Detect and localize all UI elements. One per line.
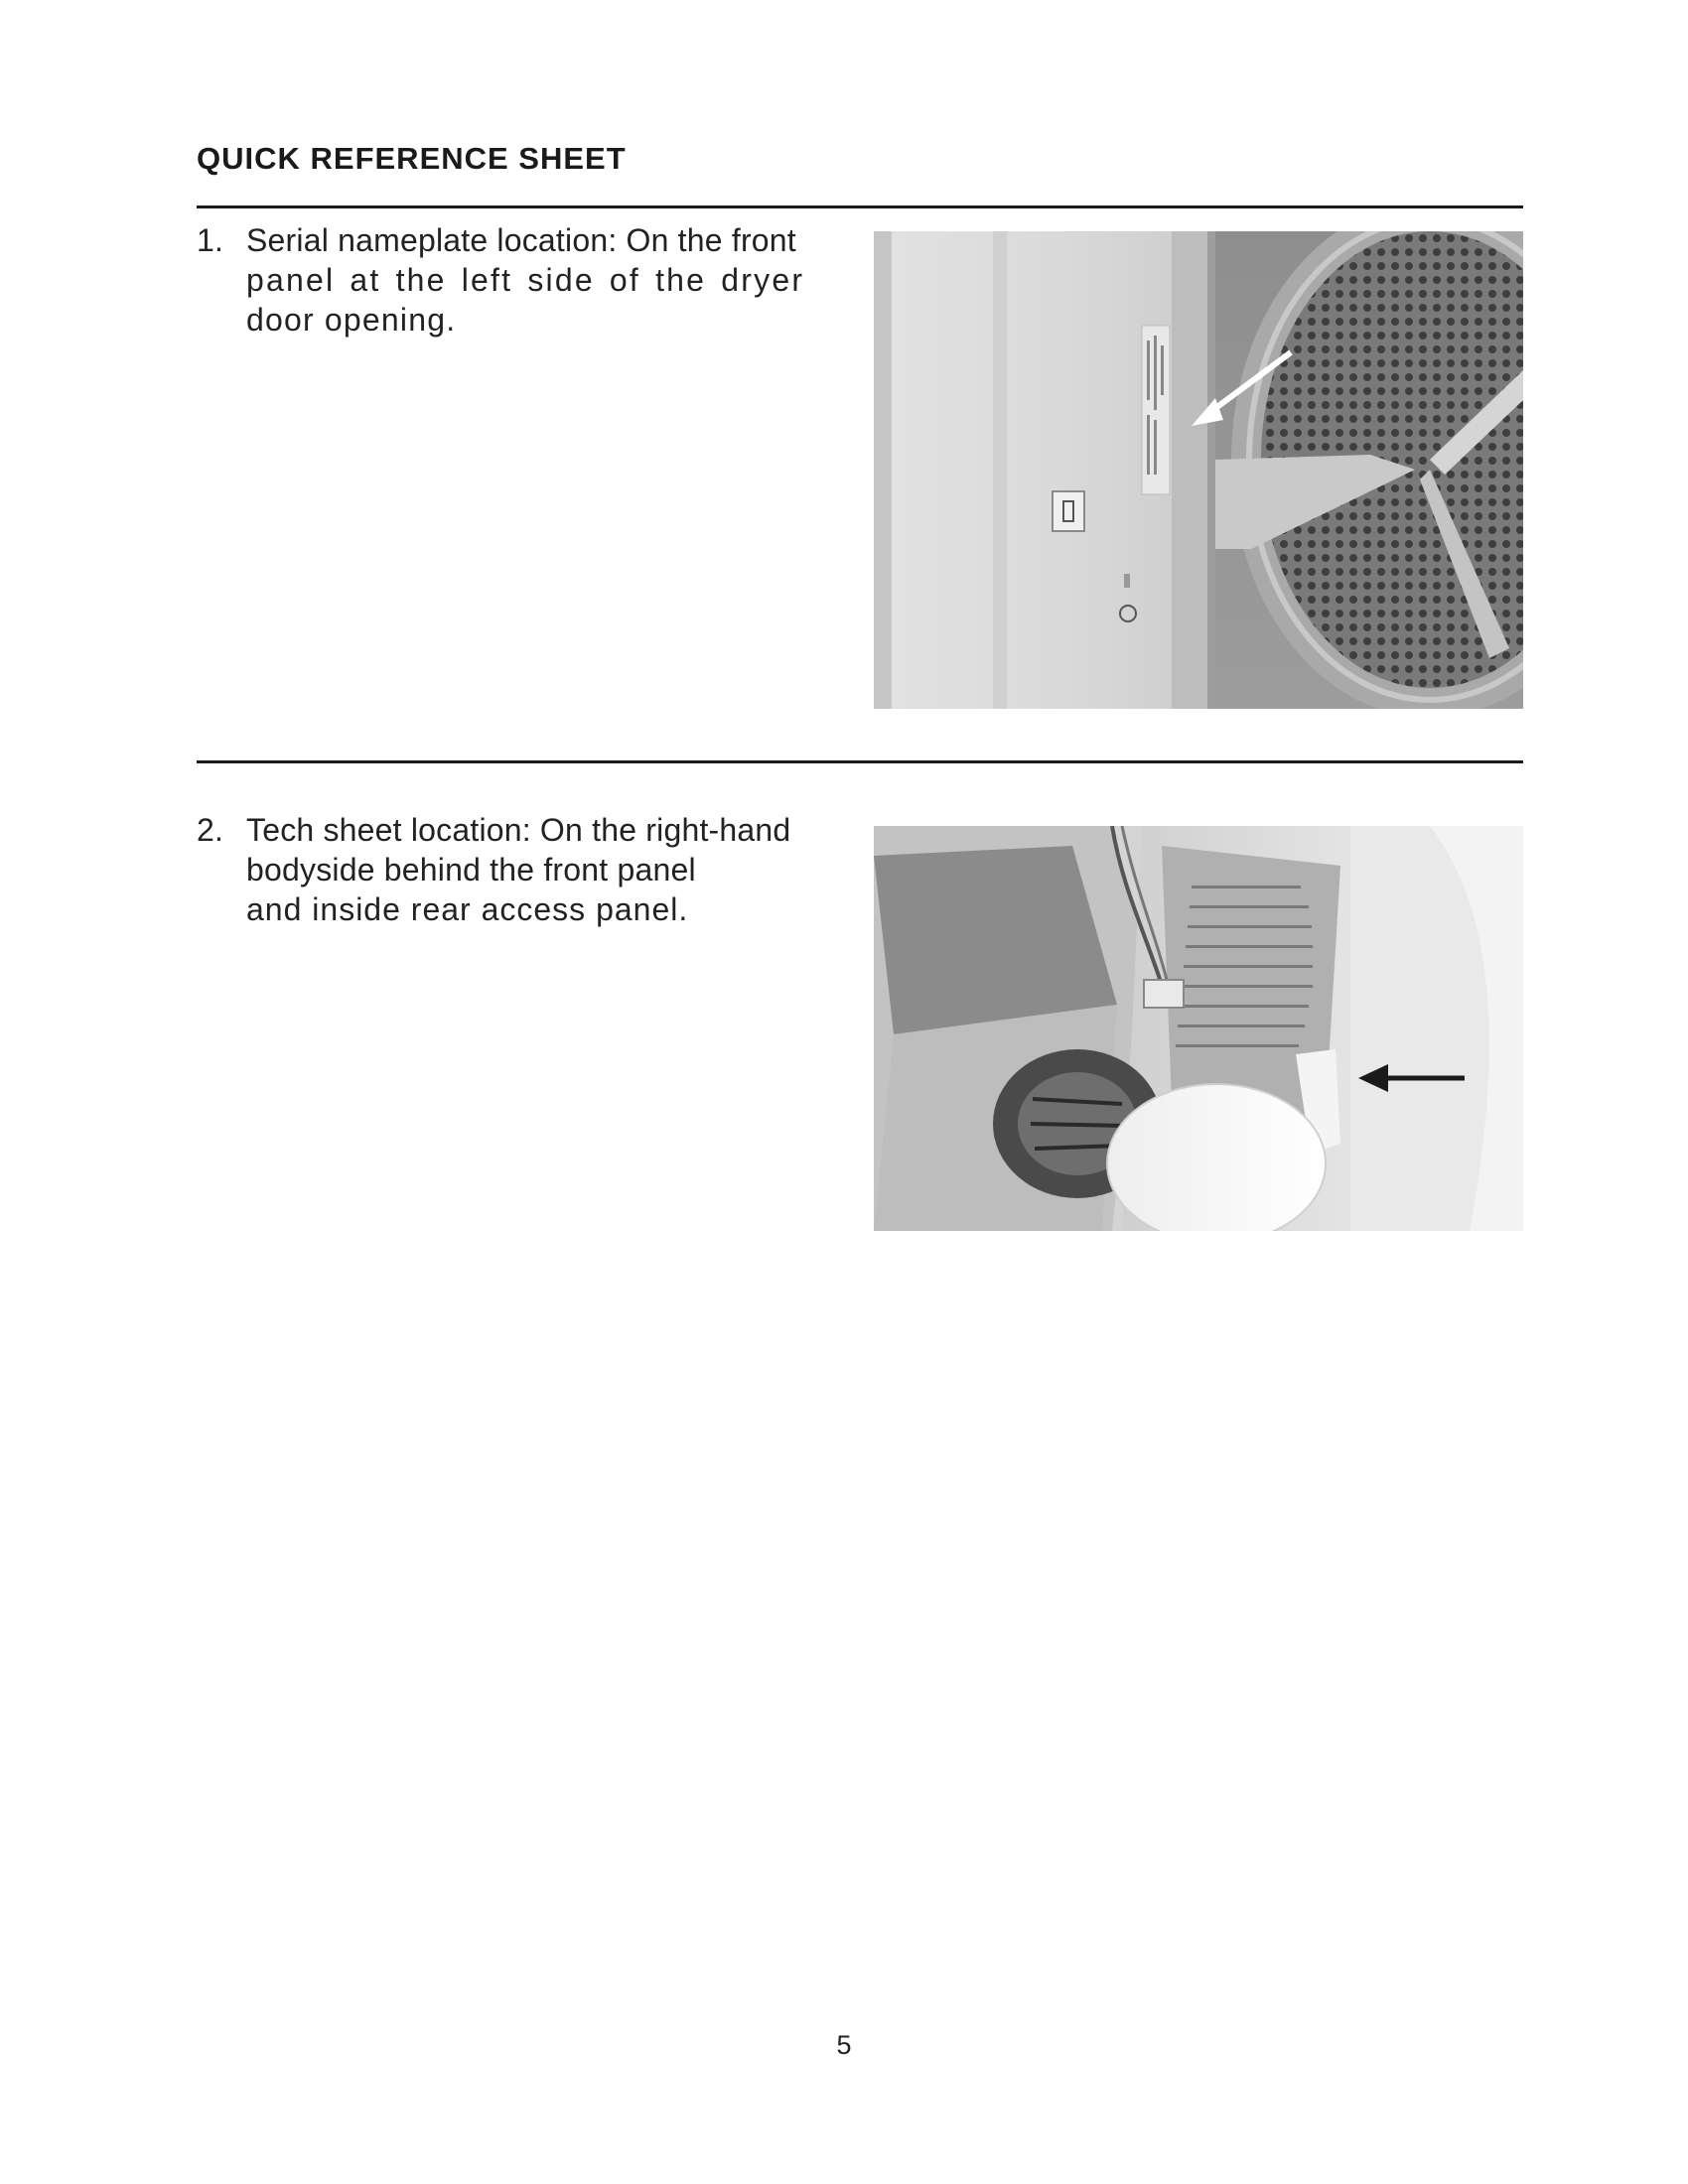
item-text-line: Serial nameplate location: On the front: [246, 222, 796, 258]
item-text-line: bodyside behind the front panel: [246, 852, 696, 887]
tech-sheet-photo: [874, 826, 1523, 1231]
item-text-line: panel at the left side of the dryer: [246, 262, 805, 298]
section-divider: [197, 760, 1523, 763]
top-divider: [197, 205, 1523, 208]
serial-nameplate-photo: [874, 231, 1523, 709]
item-number: 2.: [197, 812, 224, 848]
dryer-interior-motor-photo: [874, 826, 1523, 1231]
item-number: 1.: [197, 222, 224, 258]
page-title: QUICK REFERENCE SHEET: [197, 141, 627, 176]
item-text-line: door opening.: [246, 302, 457, 338]
item-text-line: Tech sheet location: On the right-hand: [246, 812, 791, 848]
list-item: [197, 220, 812, 340]
item-text: [246, 220, 812, 340]
page-number: 5: [836, 2030, 852, 2060]
list-item: [197, 810, 812, 929]
item-text: [246, 810, 812, 929]
item-text-line: and inside rear access panel.: [246, 891, 689, 927]
dryer-door-opening-photo: [874, 231, 1523, 709]
